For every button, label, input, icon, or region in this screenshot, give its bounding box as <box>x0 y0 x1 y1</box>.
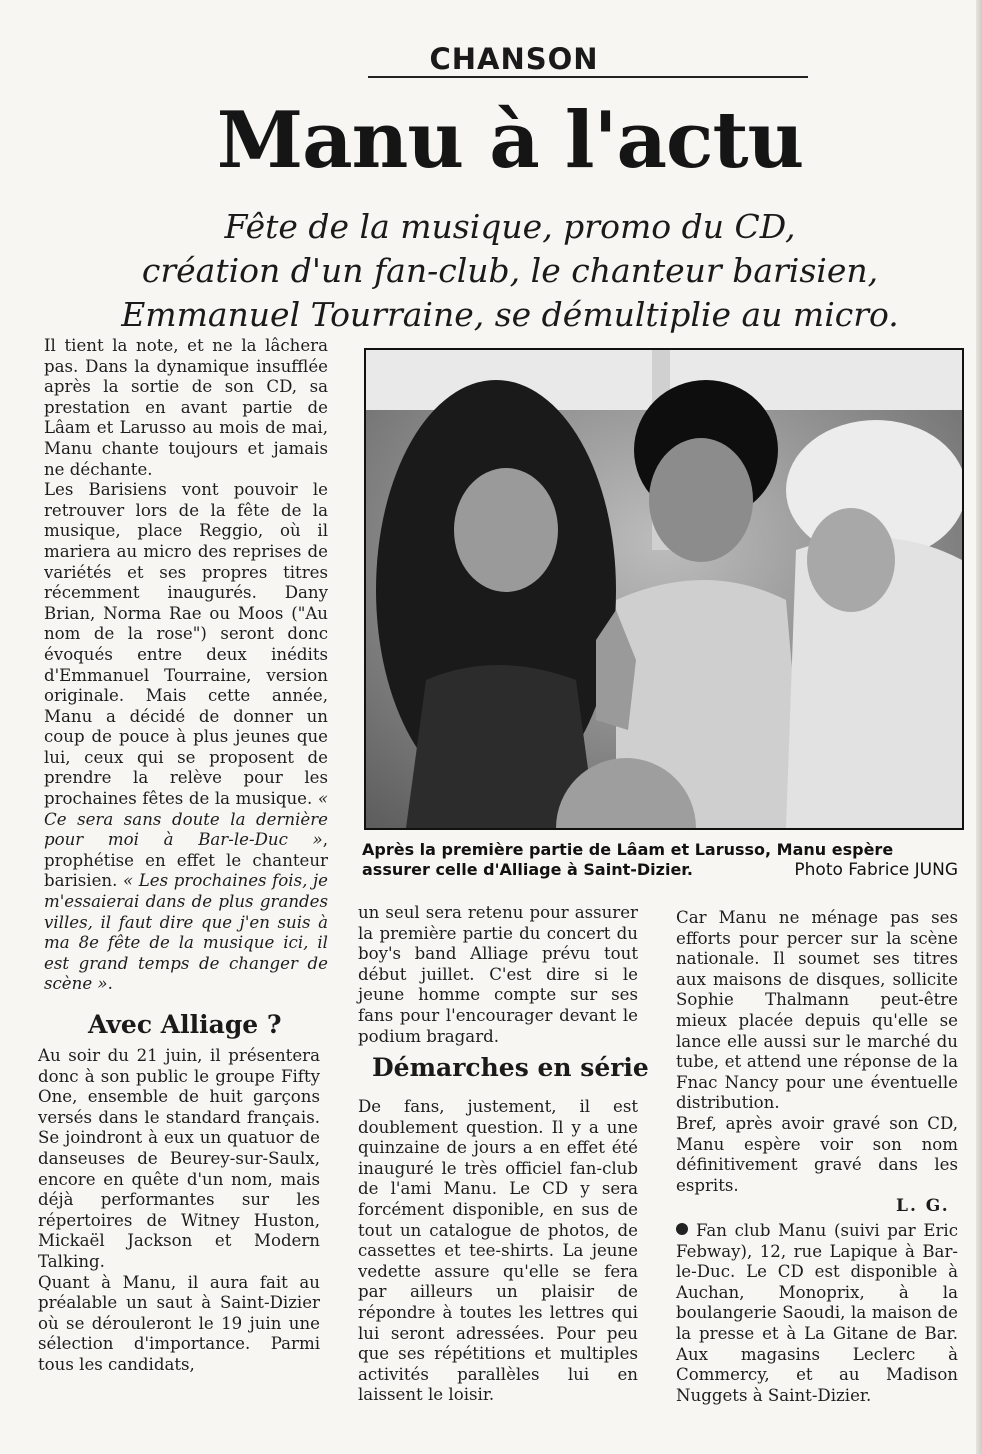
article-photo <box>364 348 964 830</box>
paragraph: Car Manu ne ménage pas ses efforts pour percer sur la scène nationale. Il soumet ses titres aux maisons de disques, sollicite Sophie Thalmann peut-être mieux placée depuis qu'elle se lance elle aussi sur le marché du tube, et attend une réponse de la Fnac Nancy pour une éventuelle distribution. <box>676 908 958 1113</box>
article-column-2-bottom <box>358 1097 638 1406</box>
paragraph-text: Fan club Manu (suivi par Eric Febway), 12, rue Lapique à Bar-le-Duc. Le CD est disponible à Auchan, Monoprix, à la boulangerie Saoudi, la maison de la presse et à La Gitane de Bar. Aux magasins Leclerc à Commercy, et au Madison Nuggets à Saint-Dizier. <box>676 1221 958 1405</box>
subheadline-line: Fête de la musique, promo du CD, <box>224 207 796 246</box>
subheadline-line: Emmanuel Tourraine, se démultiplie au micro. <box>121 295 899 334</box>
paragraph <box>676 1221 958 1406</box>
photo-caption: Après la première partie de Lâam et Larusso, Manu espère assurer celle d'Alliage à Saint-Dizier. <box>362 840 894 879</box>
paragraph: De fans, justement, il est doublement question. Il y a une quinzaine de jours a en effet été inauguré le très officiel fan-club de l'ami Manu. Le CD y sera forcément disponible, en sus de tout un catalogue de photos, de cassettes et tee-shirts. La jeune vedette assure qu'elle se fera par ailleurs un plaisir de répondre à toutes les lettres qui lui seront adressées. Pour peu que ses répétitions et multiples activités parallèles lui en laissent le loisir. <box>358 1097 638 1405</box>
rubric-rule <box>368 76 808 78</box>
subheadline-line: création d'un fan-club, le chanteur barisien, <box>141 251 879 290</box>
fan-club-info <box>676 1221 958 1406</box>
quote: « Les prochaines fois, je m'essaierai dans de plus grandes villes, il faut dire que j'en suis à ma 8e fête de la musique ici, il est grand temps de changer de scène » <box>44 871 328 994</box>
paragraph: Quant à Manu, il aura fait au préalable un saut à Saint-Dizier où se dérouleront le 19 juin une sélection d'importance. Parmi tous les candidats, <box>38 1272 320 1374</box>
headline: Manu à l'actu <box>216 95 804 186</box>
paragraph: Bref, après avoir gravé son CD, Manu espère voir son nom définitivement gravé dans les esprits. <box>676 1113 958 1195</box>
paragraph <box>44 480 328 995</box>
page-edge-shadow <box>976 0 982 1454</box>
article-column-1-bottom <box>38 1046 320 1376</box>
intertitle-alliage: Avec Alliage ? <box>88 1010 282 1039</box>
article-column-2 <box>358 903 638 1047</box>
paragraph-text: , prophétise en effet le chanteur barisien. <box>44 830 328 891</box>
article-column-3 <box>676 908 958 1196</box>
paragraph: Au soir du 21 juin, il présentera donc à son public le groupe Fifty One, ensemble de huit garçons versés dans le standard français. Se joindront à eux un quatuor de danseuses de Beurey-sur-Saulx, encore en quête d'un nom, mais déjà performantes sur les répertoires de Witney Huston, Mickaël Jackson et Modern Talking. <box>38 1046 320 1271</box>
section-rubric: CHANSON <box>408 42 620 76</box>
paragraph-text: Les Barisiens vont pouvoir le retrouver lors de la fête de la musique, place Reggio, où il mariera au micro des reprises de variétés et ses propres titres récemment inaugurés. Dany Brian, Norma Rae ou Moos ("Au nom de la rose") seront donc évoqués entre deux inédits d'Emmanuel Tourraine, version originale. Mais cette année, Manu a décidé de donner un coup de pouce à plus jeunes que lui, ceux qui se proposent de prendre la relève pour les prochaines fêtes de la musique. <box>44 480 328 809</box>
author-signature: L. G. <box>896 1196 950 1216</box>
photo-illustration <box>366 350 962 828</box>
article-column-1 <box>44 336 328 995</box>
paragraph-text: . <box>107 974 113 994</box>
paragraph: un seul sera retenu pour assurer la première partie du concert du boy's band Alliage prévu tout début juillet. C'est dire si le jeune homme compte sur ses fans pour l'encourager devant le podium bragard. <box>358 903 638 1046</box>
bullet-icon <box>676 1223 688 1235</box>
photo-credit: Photo Fabrice JUNG <box>794 860 958 880</box>
subheadline <box>60 205 960 337</box>
quote: « Ce sera sans doute la dernière pour moi à Bar-le-Duc » <box>44 789 329 850</box>
paragraph: Il tient la note, et ne la lâchera pas. Dans la dynamique insufflée après la sortie de son CD, sa prestation en avant partie de Lâam et Larusso au mois de mai, Manu chante toujours et jamais ne déchante. <box>44 336 328 479</box>
intertitle-demarches: Démarches en série <box>372 1053 649 1082</box>
